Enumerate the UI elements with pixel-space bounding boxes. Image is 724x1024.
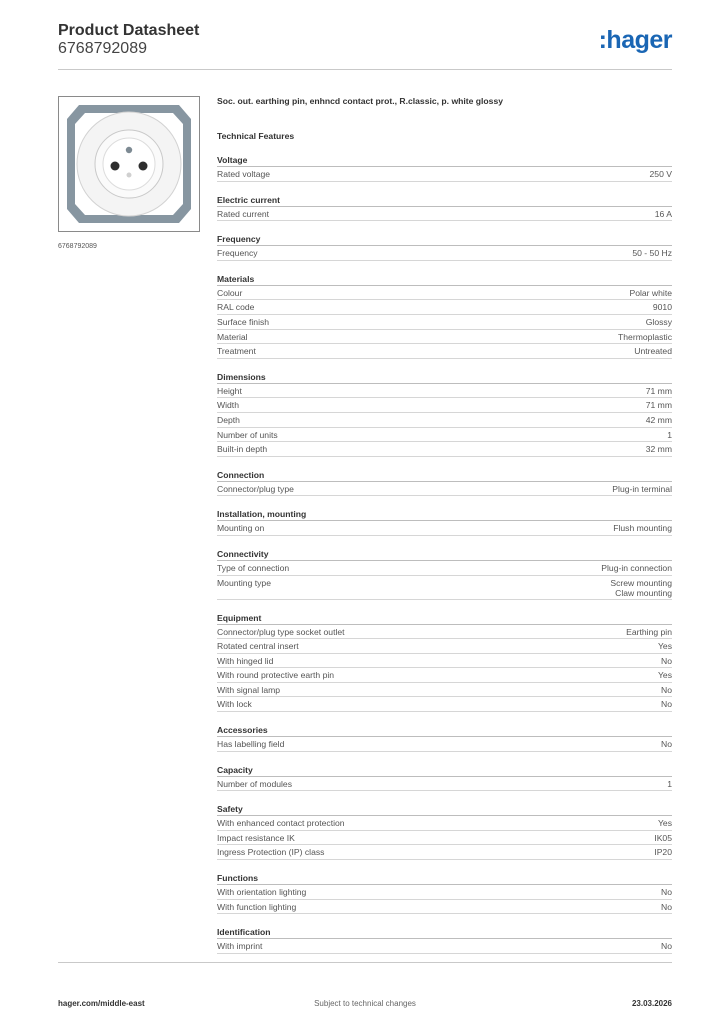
footer-website[interactable]: hager.com/middle-east xyxy=(58,999,145,1008)
feature-label: Has labelling field xyxy=(217,739,285,750)
product-number: 6768792089 xyxy=(58,40,147,57)
feature-row xyxy=(217,831,672,846)
feature-row xyxy=(217,286,672,301)
product-description: Soc. out. earthing pin, enhncd contact prot., R.classic, p. white glossy xyxy=(217,96,504,106)
feature-section xyxy=(217,509,672,536)
feature-section xyxy=(217,195,672,222)
feature-row xyxy=(217,207,672,222)
feature-value: Flush mounting xyxy=(613,523,672,534)
feature-label: Treatment xyxy=(217,346,256,357)
hager-logo: :hager xyxy=(598,26,672,54)
feature-row xyxy=(217,625,672,640)
feature-label: Colour xyxy=(217,287,243,298)
feature-label: With round protective earth pin xyxy=(217,670,335,681)
feature-value: No xyxy=(661,887,672,898)
feature-label: With signal lamp xyxy=(217,684,281,695)
feature-row xyxy=(217,413,672,428)
feature-row xyxy=(217,246,672,261)
feature-label: With enhanced contact protection xyxy=(217,818,345,829)
feature-row xyxy=(217,639,672,654)
feature-value: Earthing pin xyxy=(626,626,672,637)
page-header xyxy=(58,22,672,70)
feature-section xyxy=(217,155,672,182)
section-title: Materials xyxy=(217,274,672,286)
feature-section xyxy=(217,470,672,497)
feature-row xyxy=(217,885,672,900)
feature-row xyxy=(217,442,672,457)
feature-label: With orientation lighting xyxy=(217,887,307,898)
feature-value: 16 A xyxy=(654,208,672,219)
feature-value: No xyxy=(661,941,672,952)
feature-value: 50 - 50 Hz xyxy=(632,248,672,259)
section-title: Safety xyxy=(217,804,672,816)
feature-value: Screw mounting Claw mounting xyxy=(610,577,672,598)
image-caption: 6768792089 xyxy=(58,243,97,250)
section-title: Dimensions xyxy=(217,372,672,384)
feature-row xyxy=(217,654,672,669)
feature-row xyxy=(217,683,672,698)
feature-row xyxy=(217,939,672,954)
feature-section xyxy=(217,765,672,792)
feature-row xyxy=(217,777,672,792)
section-title: Connection xyxy=(217,470,672,482)
feature-row xyxy=(217,816,672,831)
feature-value: 1 xyxy=(667,778,672,789)
section-title: Electric current xyxy=(217,195,672,207)
feature-label: Surface finish xyxy=(217,316,270,327)
section-title: Functions xyxy=(217,873,672,885)
feature-label: Type of connection xyxy=(217,562,290,573)
feature-label: Number of modules xyxy=(217,778,292,789)
feature-value: Plug-in connection xyxy=(601,562,672,573)
feature-value: 32 mm xyxy=(645,444,672,455)
feature-label: Depth xyxy=(217,414,240,425)
feature-section xyxy=(217,927,672,954)
feature-sections xyxy=(217,155,672,954)
section-title: Voltage xyxy=(217,155,672,167)
feature-section xyxy=(217,804,672,860)
feature-section xyxy=(217,372,672,457)
feature-row xyxy=(217,428,672,443)
feature-row xyxy=(217,384,672,399)
feature-value: IK05 xyxy=(654,832,672,843)
feature-label: Frequency xyxy=(217,248,258,259)
feature-value: 9010 xyxy=(652,302,672,313)
feature-section xyxy=(217,549,672,600)
feature-label: Rotated central insert xyxy=(217,641,299,652)
feature-label: RAL code xyxy=(217,302,255,313)
feature-row xyxy=(217,521,672,536)
feature-label: Connector/plug type socket outlet xyxy=(217,626,345,637)
feature-row xyxy=(217,330,672,345)
feature-row xyxy=(217,167,672,182)
feature-value: 1 xyxy=(667,429,672,440)
feature-value: No xyxy=(661,901,672,912)
feature-value: Yes xyxy=(657,641,672,652)
feature-label: With lock xyxy=(217,699,252,710)
feature-value: IP20 xyxy=(654,847,672,858)
technical-features-title: Technical Features xyxy=(217,131,295,141)
section-title: Frequency xyxy=(217,234,672,246)
feature-value: Polar white xyxy=(629,287,672,298)
feature-label: Mounting type xyxy=(217,577,271,588)
feature-value: Untreated xyxy=(634,346,672,357)
section-title: Capacity xyxy=(217,765,672,777)
section-title: Accessories xyxy=(217,725,672,737)
feature-row xyxy=(217,561,672,576)
feature-row xyxy=(217,697,672,712)
feature-value: Thermoplastic xyxy=(618,331,672,342)
feature-value: 250 V xyxy=(649,169,672,179)
feature-value: No xyxy=(661,699,672,710)
feature-label: Height xyxy=(217,385,242,396)
feature-value: Yes xyxy=(657,670,672,681)
section-title: Identification xyxy=(217,927,672,939)
section-title: Connectivity xyxy=(217,549,672,561)
feature-value: 42 mm xyxy=(645,414,672,425)
feature-value: 71 mm xyxy=(645,385,672,396)
feature-value: No xyxy=(661,655,672,666)
feature-label: Connector/plug type xyxy=(217,483,294,494)
page-title: Product Datasheet xyxy=(58,22,200,39)
feature-section xyxy=(217,873,672,914)
feature-label: Number of units xyxy=(217,429,278,440)
feature-label: With hinged lid xyxy=(217,655,274,666)
section-title: Installation, mounting xyxy=(217,509,672,521)
page-footer xyxy=(58,962,672,1010)
datasheet-content xyxy=(217,96,672,954)
feature-row xyxy=(217,900,672,915)
product-image xyxy=(58,96,200,232)
feature-label: Rated current xyxy=(217,208,270,219)
feature-label: Rated voltage xyxy=(217,169,271,179)
feature-row xyxy=(217,668,672,683)
feature-label: Material xyxy=(217,331,248,342)
section-title: Equipment xyxy=(217,613,672,625)
footer-note: Subject to technical changes xyxy=(314,999,416,1008)
feature-row xyxy=(217,845,672,860)
feature-value: Plug-in terminal xyxy=(612,483,672,494)
feature-label: Ingress Protection (IP) class xyxy=(217,847,325,858)
feature-section xyxy=(217,234,672,261)
feature-label: Width xyxy=(217,400,239,411)
feature-label: Built-in depth xyxy=(217,444,268,455)
feature-value: Yes xyxy=(657,818,672,829)
feature-section xyxy=(217,274,672,359)
feature-row xyxy=(217,398,672,413)
feature-label: Impact resistance IK xyxy=(217,832,295,843)
feature-label: Mounting on xyxy=(217,523,265,534)
feature-row xyxy=(217,315,672,330)
feature-value: No xyxy=(661,684,672,695)
feature-label: With imprint xyxy=(217,941,263,952)
feature-value: 71 mm xyxy=(645,400,672,411)
feature-section xyxy=(217,613,672,713)
feature-row xyxy=(217,482,672,497)
footer-date: 23.03.2026 xyxy=(631,999,672,1008)
feature-value: No xyxy=(661,739,672,750)
feature-row xyxy=(217,737,672,752)
feature-row xyxy=(217,300,672,315)
feature-row xyxy=(217,344,672,359)
feature-label: With function lighting xyxy=(217,901,297,912)
feature-section xyxy=(217,725,672,752)
feature-value: Glossy xyxy=(645,316,672,327)
feature-row xyxy=(217,576,672,600)
